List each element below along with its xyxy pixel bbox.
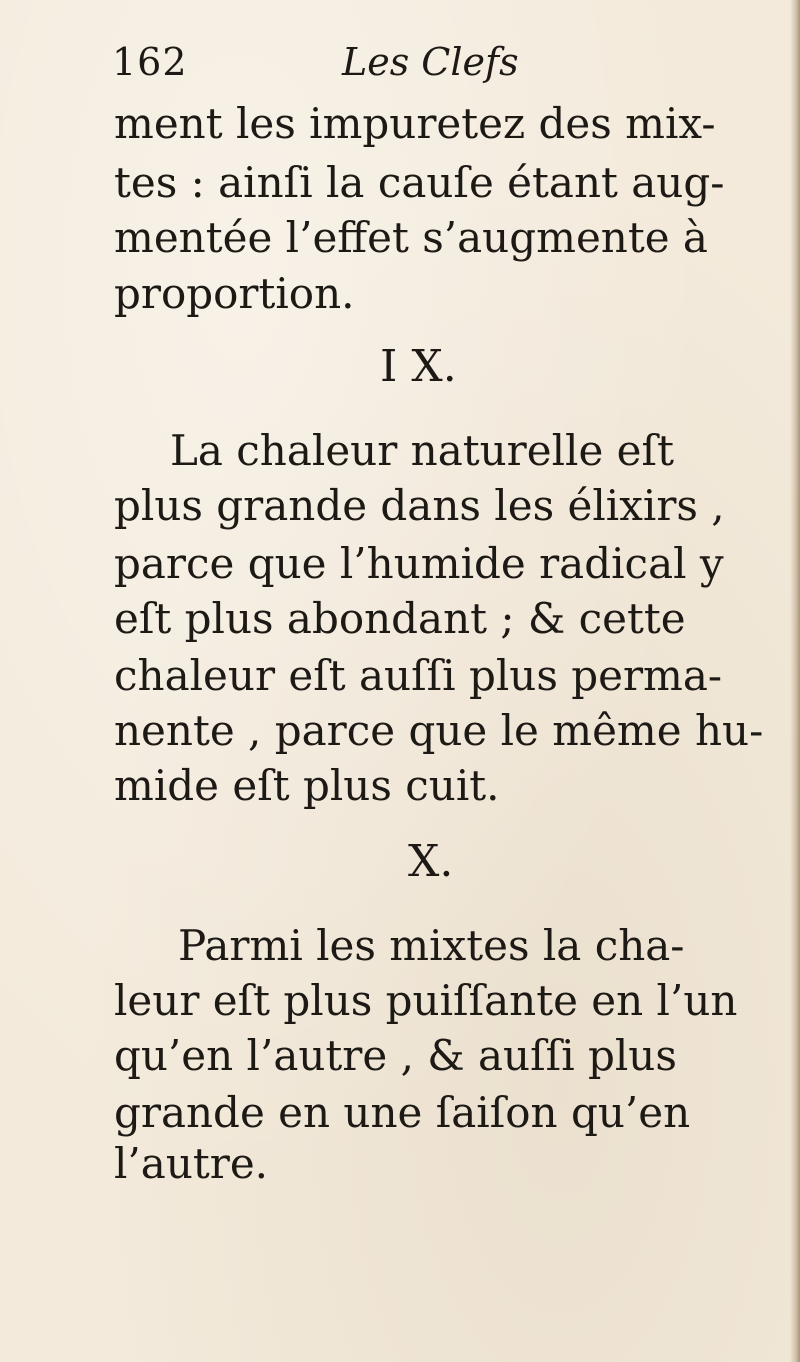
page-header: [112, 40, 712, 100]
text-line: chaleur eſt auſſi plus perma-: [114, 651, 723, 700]
text-line: mentée l’effet s’augmente à: [114, 213, 708, 262]
text-line: plus grande dans les élixirs ,: [114, 481, 725, 530]
text-line: l’autre.: [114, 1139, 269, 1188]
text-line: parce que l’humide radical y: [114, 539, 724, 588]
page-edge-shadow: [790, 0, 800, 1362]
text-line: leur eſt plus puiſſante en l’un: [114, 976, 738, 1025]
section-heading-x: X.: [408, 836, 454, 887]
section-heading-ix: I X.: [380, 341, 457, 392]
text-line: proportion.: [114, 269, 355, 318]
text-line: ment les impuretez des mix-: [114, 99, 716, 148]
text-line: La chaleur naturelle eſt: [170, 426, 674, 475]
text-line: mide eſt plus cuit.: [114, 761, 500, 810]
text-line: eſt plus abondant ; & cette: [114, 594, 686, 643]
page-number: 162: [112, 40, 188, 84]
running-title: Les Clefs: [342, 40, 519, 84]
text-line: qu’en l’autre , & auſſi plus: [114, 1031, 677, 1080]
text-line: grande en une ſaiſon qu’en: [114, 1088, 691, 1137]
text-line: nente , parce que le même hu-: [114, 706, 764, 755]
text-line: Parmi les mixtes la cha-: [178, 921, 685, 970]
text-line: tes : ainſi la cauſe étant aug-: [114, 158, 725, 207]
